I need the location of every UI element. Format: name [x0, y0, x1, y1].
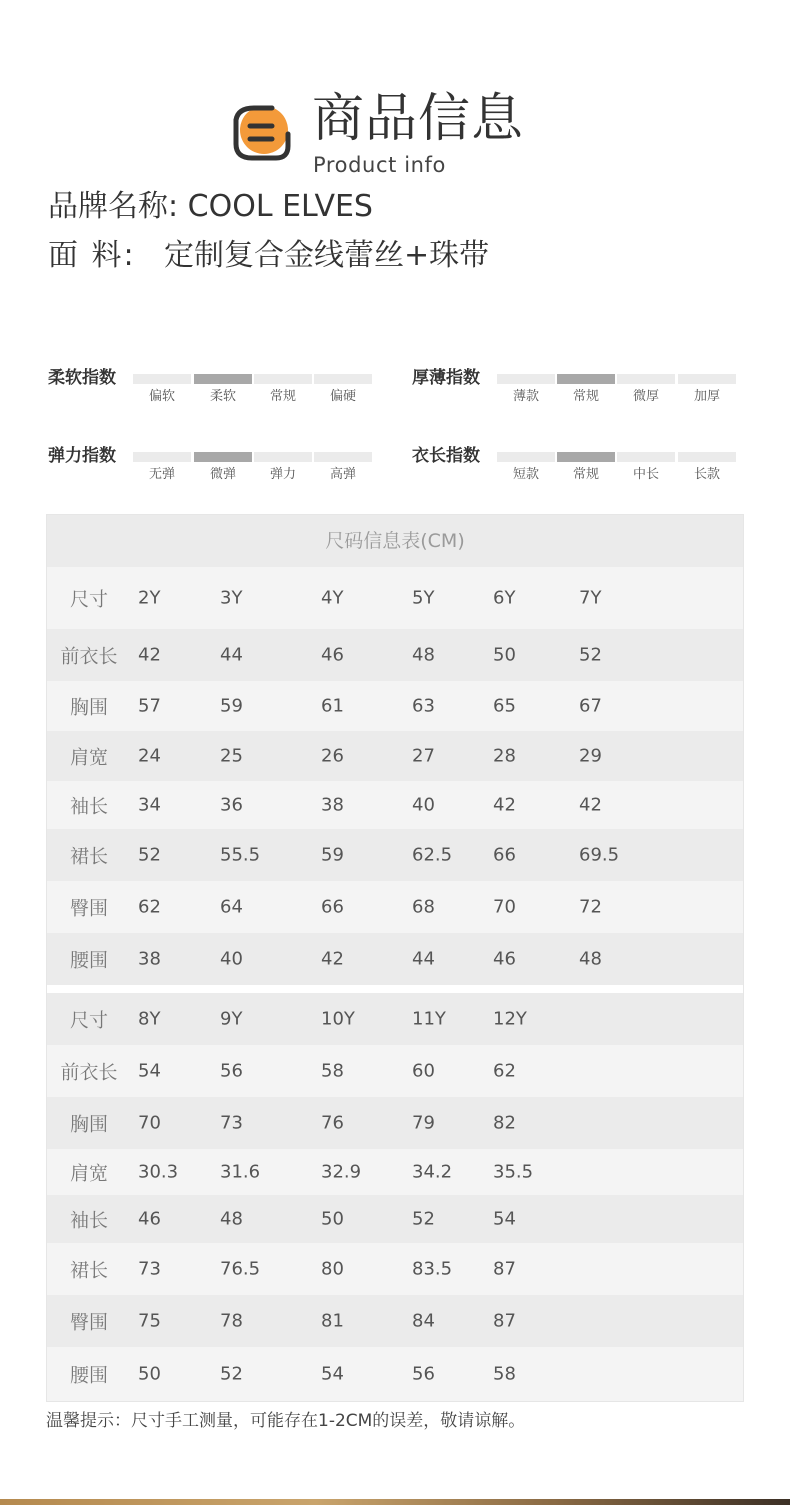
index-segment	[133, 452, 191, 462]
brand-value: COOL ELVES	[187, 189, 373, 224]
size-cell: 54	[493, 1208, 516, 1230]
size-cell: 10Y	[321, 1008, 355, 1030]
index-option: 偏软	[148, 389, 175, 404]
index-option: 弹力	[269, 467, 296, 482]
size-cell: 12Y	[493, 1008, 527, 1030]
size-cell: 9Y	[220, 1008, 243, 1030]
table-row	[47, 1243, 743, 1295]
size-cell: 52	[412, 1208, 435, 1230]
table-title: 尺码信息表(CM)	[47, 515, 743, 567]
size-cell: 42	[493, 794, 516, 816]
index-segment-selected	[557, 374, 615, 384]
fabric-line	[48, 236, 489, 276]
row-label: 臀围	[69, 1311, 108, 1334]
table-row	[47, 881, 743, 933]
index-option: 常规	[572, 389, 599, 404]
size-cell: 58	[493, 1363, 516, 1385]
size-cell: 70	[138, 1112, 161, 1134]
row-label: 裙长	[69, 1259, 108, 1282]
size-cell: 56	[220, 1060, 243, 1082]
size-cell: 46	[493, 948, 516, 970]
size-cell: 54	[138, 1060, 161, 1082]
size-cell: 66	[493, 844, 516, 866]
size-cell: 83.5	[412, 1258, 453, 1280]
table-row	[47, 1097, 743, 1149]
index-option: 中长	[632, 467, 659, 482]
size-cell: 31.6	[220, 1161, 261, 1183]
size-cell: 76.5	[220, 1258, 261, 1280]
size-cell: 59	[220, 695, 243, 717]
index-option: 偏硬	[329, 389, 356, 404]
fabric-label: 面 料:	[48, 238, 136, 273]
index-label: 柔软指数	[48, 368, 116, 388]
section-title: 商品信息	[312, 89, 525, 149]
size-cell: 44	[220, 644, 243, 666]
size-cell: 7Y	[579, 587, 602, 609]
size-cell: 82	[493, 1112, 516, 1134]
size-cell: 30.3	[138, 1161, 179, 1183]
index-option: 柔软	[209, 389, 236, 404]
row-label: 肩宽	[69, 1162, 108, 1185]
row-label: 裙长	[69, 845, 108, 868]
index-segment	[497, 374, 555, 384]
size-cell: 79	[412, 1112, 435, 1134]
index-label: 厚薄指数	[412, 368, 480, 388]
size-cell: 5Y	[412, 587, 435, 609]
index-option: 长款	[693, 467, 720, 482]
size-cell: 48	[220, 1208, 243, 1230]
size-cell: 42	[138, 644, 161, 666]
index-segment	[254, 452, 312, 462]
size-cell: 76	[321, 1112, 344, 1134]
row-label: 胸围	[69, 1113, 108, 1136]
elasticity-index	[48, 444, 408, 496]
row-label: 袖长	[69, 1209, 108, 1232]
document-list-icon	[228, 100, 294, 166]
index-option: 短款	[512, 467, 539, 482]
row-label: 腰围	[69, 949, 108, 972]
index-option: 常规	[269, 389, 296, 404]
row-label: 肩宽	[69, 746, 108, 769]
size-cell: 25	[220, 745, 243, 767]
table-row	[47, 1195, 743, 1243]
index-option: 加厚	[693, 389, 720, 404]
fabric-value: 定制复合金线蕾丝+珠带	[164, 238, 490, 273]
size-cell: 35.5	[493, 1161, 534, 1183]
size-cell: 36	[220, 794, 243, 816]
table-row	[47, 731, 743, 781]
size-cell: 48	[412, 644, 435, 666]
size-cell: 52	[220, 1363, 243, 1385]
size-cell: 27	[412, 745, 435, 767]
length-index	[412, 444, 772, 496]
index-option: 微厚	[632, 389, 659, 404]
size-cell: 26	[321, 745, 344, 767]
size-cell: 54	[321, 1363, 344, 1385]
table-row	[47, 933, 743, 985]
index-segment	[617, 452, 675, 462]
size-cell: 87	[493, 1258, 516, 1280]
size-cell: 65	[493, 695, 516, 717]
size-cell: 52	[579, 644, 602, 666]
row-label: 前衣长	[60, 645, 118, 668]
index-label: 弹力指数	[48, 446, 116, 466]
index-segment	[254, 374, 312, 384]
index-segment	[678, 374, 736, 384]
row-label: 胸围	[69, 696, 108, 719]
row-label: 前衣长	[60, 1061, 118, 1084]
size-cell: 29	[579, 745, 602, 767]
index-segment	[617, 374, 675, 384]
row-label: 袖长	[69, 795, 108, 818]
size-cell: 32.9	[321, 1161, 362, 1183]
size-cell: 42	[321, 948, 344, 970]
brand-label: 品牌名称:	[48, 189, 179, 224]
index-option: 高弹	[329, 467, 356, 482]
size-cell: 57	[138, 695, 161, 717]
size-cell: 80	[321, 1258, 344, 1280]
size-cell: 34.2	[412, 1161, 453, 1183]
index-segment-selected	[194, 452, 252, 462]
index-segment-selected	[557, 452, 615, 462]
index-segment	[497, 452, 555, 462]
size-cell: 38	[321, 794, 344, 816]
index-segment	[678, 452, 736, 462]
table-row	[47, 1347, 743, 1401]
size-cell: 70	[493, 896, 516, 918]
size-cell: 68	[412, 896, 435, 918]
size-cell: 75	[138, 1310, 161, 1332]
table-row	[47, 829, 743, 881]
size-cell: 2Y	[138, 587, 161, 609]
size-cell: 87	[493, 1310, 516, 1332]
size-cell: 44	[412, 948, 435, 970]
size-cell: 24	[138, 745, 161, 767]
brand-line	[48, 187, 373, 227]
table-row	[47, 681, 743, 731]
row-label: 腰围	[69, 1364, 108, 1387]
size-cell: 38	[138, 948, 161, 970]
size-cell: 34	[138, 794, 161, 816]
size-cell: 6Y	[493, 587, 516, 609]
size-cell: 50	[321, 1208, 344, 1230]
size-cell: 56	[412, 1363, 435, 1385]
row-label: 尺寸	[69, 588, 108, 611]
size-cell: 55.5	[220, 844, 261, 866]
table-row	[47, 1295, 743, 1347]
size-cell: 11Y	[412, 1008, 446, 1030]
size-cell: 61	[321, 695, 344, 717]
size-cell: 59	[321, 844, 344, 866]
size-cell: 84	[412, 1310, 435, 1332]
size-cell: 40	[220, 948, 243, 970]
size-cell: 72	[579, 896, 602, 918]
size-cell: 3Y	[220, 587, 243, 609]
index-segment-selected	[194, 374, 252, 384]
size-cell: 48	[579, 948, 602, 970]
size-cell: 63	[412, 695, 435, 717]
index-segment	[133, 374, 191, 384]
softness-index	[48, 366, 408, 418]
index-option: 微弹	[209, 467, 236, 482]
table-header-row	[47, 993, 743, 1045]
next-section-edge	[0, 1499, 790, 1505]
size-cell: 73	[220, 1112, 243, 1134]
size-cell: 58	[321, 1060, 344, 1082]
index-segment	[314, 452, 372, 462]
size-cell: 81	[321, 1310, 344, 1332]
size-cell: 46	[138, 1208, 161, 1230]
size-cell: 60	[412, 1060, 435, 1082]
index-label: 衣长指数	[412, 446, 480, 466]
table-header-row	[47, 567, 743, 629]
table-row	[47, 781, 743, 829]
table-row	[47, 1045, 743, 1097]
index-option: 无弹	[148, 467, 175, 482]
size-cell: 66	[321, 896, 344, 918]
size-cell: 50	[493, 644, 516, 666]
size-cell: 62.5	[412, 844, 453, 866]
row-label: 臀围	[69, 897, 108, 920]
size-cell: 40	[412, 794, 435, 816]
measurement-tip: 温馨提示：尺寸手工测量，可能存在1-2CM的误差，敬请谅解。	[46, 1411, 526, 1431]
size-cell: 28	[493, 745, 516, 767]
row-label: 尺寸	[69, 1009, 108, 1032]
size-cell: 46	[321, 644, 344, 666]
size-cell: 62	[493, 1060, 516, 1082]
size-cell: 50	[138, 1363, 161, 1385]
size-cell: 67	[579, 695, 602, 717]
index-option: 薄款	[512, 389, 539, 404]
section-subtitle: Product info	[313, 153, 446, 177]
size-cell: 69.5	[579, 844, 620, 866]
thickness-index	[412, 366, 772, 418]
table-row	[47, 1149, 743, 1195]
size-cell: 64	[220, 896, 243, 918]
size-cell: 73	[138, 1258, 161, 1280]
size-cell: 52	[138, 844, 161, 866]
size-cell: 8Y	[138, 1008, 161, 1030]
table-row	[47, 629, 743, 681]
index-option: 常规	[572, 467, 599, 482]
size-cell: 4Y	[321, 587, 344, 609]
size-cell: 42	[579, 794, 602, 816]
table-group-divider	[47, 985, 743, 993]
size-cell: 62	[138, 896, 161, 918]
size-cell: 78	[220, 1310, 243, 1332]
size-table	[46, 514, 744, 1402]
index-segment	[314, 374, 372, 384]
